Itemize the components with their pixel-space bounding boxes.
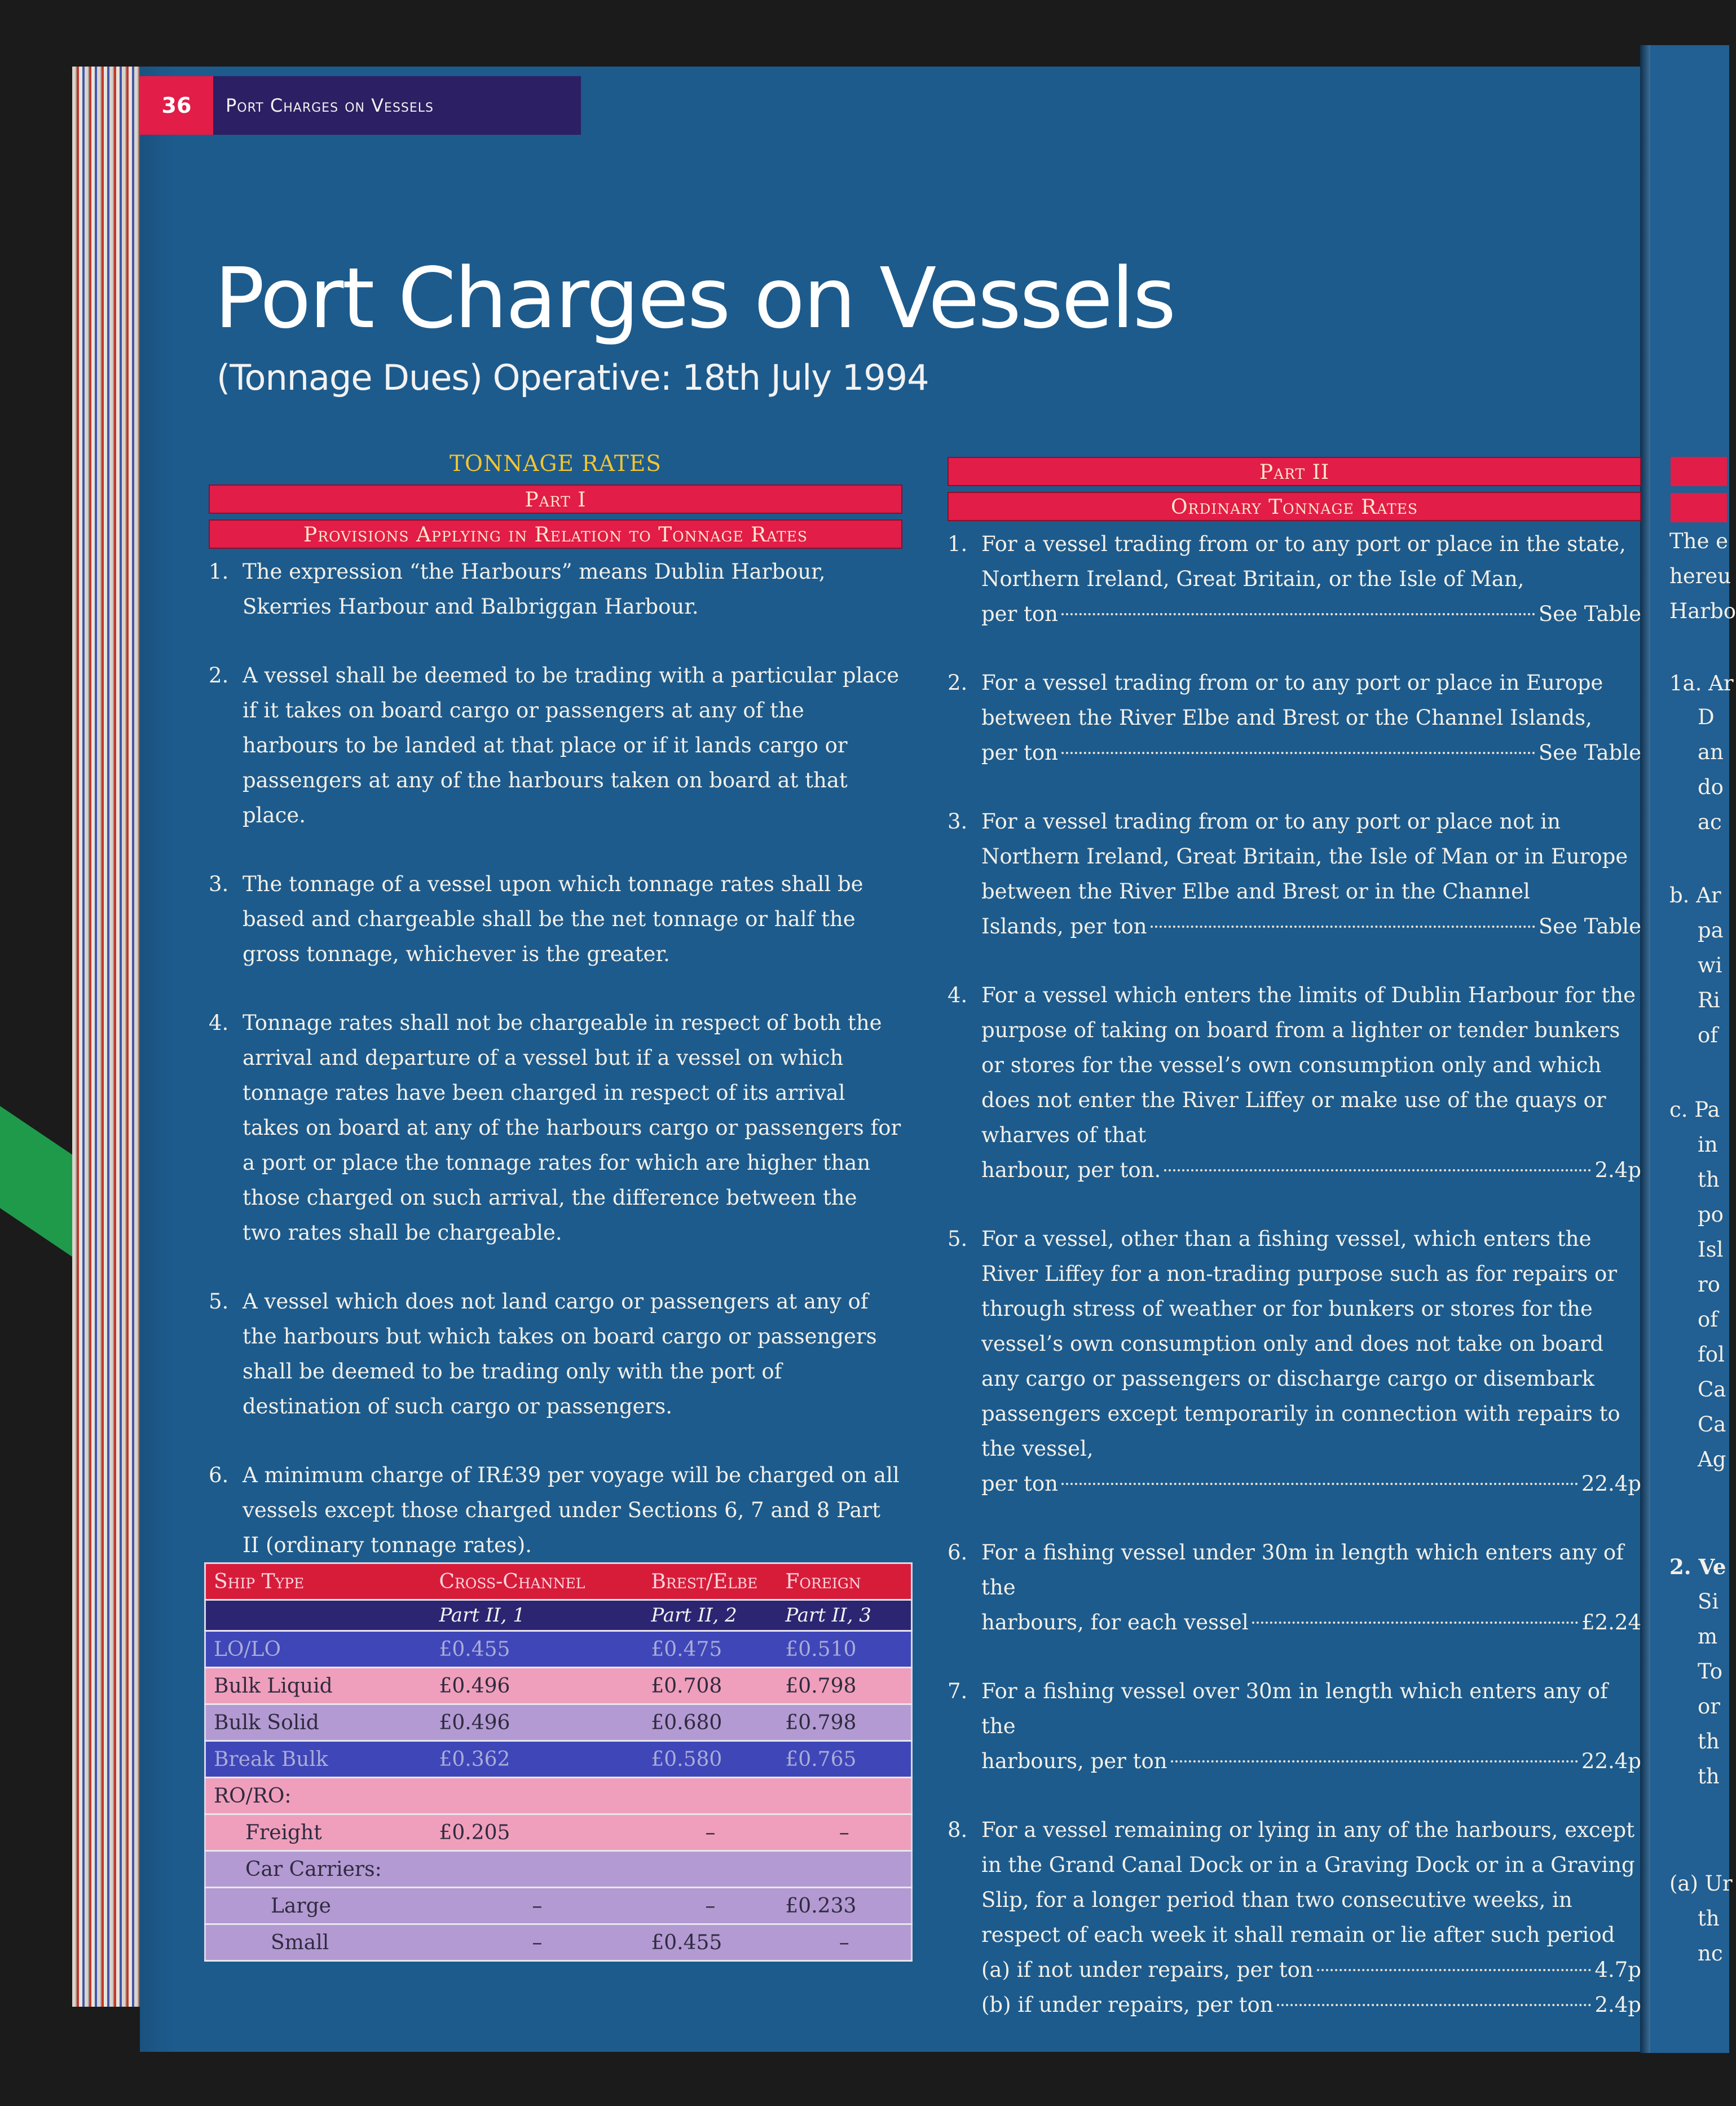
table-cell: £0.580 (643, 1741, 777, 1778)
list-item (209, 554, 902, 624)
item-number: 5. (209, 1289, 229, 1314)
table-header-ship-type: Ship Type (205, 1563, 431, 1600)
next-page-text: D (1698, 705, 1715, 729)
section-label: TONNAGE RATES (449, 451, 662, 477)
table-header-brest-elbe: Brest/Elbe (643, 1563, 777, 1600)
list-item (209, 1006, 902, 1250)
table-cell: – (777, 1814, 911, 1851)
leader-dots (1171, 1760, 1578, 1763)
rate-lead: harbours, per ton (981, 1749, 1167, 1773)
list-item (948, 1222, 1641, 1501)
table-subheader: Part II, 2 (643, 1600, 777, 1631)
next-page-text: 1a. Ar (1669, 671, 1734, 695)
rate-line (981, 735, 1641, 770)
table-cell: LO/LO (205, 1631, 431, 1668)
item-body (981, 1813, 1641, 2023)
item-body (981, 1674, 1641, 1779)
item-number: 5. (948, 1227, 968, 1251)
rate-value: 2.4p (1594, 1993, 1641, 2017)
next-page-text: pa (1698, 918, 1724, 942)
table-header-cross-channel: Cross-Channel (431, 1563, 643, 1600)
table-cell: Break Bulk (205, 1741, 431, 1778)
item-text: The tonnage of a vessel upon which tonnage rates shall be based and chargeable shall be the net tonnage or half the gross tonnage, whichever is the greater. (243, 872, 863, 966)
table-cell (431, 1851, 643, 1888)
list-item (209, 658, 902, 833)
table-cell: £0.680 (643, 1704, 777, 1741)
page-subtitle: (Tonnage Dues) Operative: 18th July 1994 (217, 357, 929, 398)
item-body (981, 666, 1641, 770)
item-body (981, 1222, 1641, 1501)
next-page-text: ro (1698, 1272, 1720, 1297)
table-cell: £0.205 (431, 1814, 643, 1851)
item-number: 2. (948, 671, 968, 695)
next-page-text: 2. Ve (1669, 1554, 1726, 1579)
next-page-text: To (1698, 1659, 1723, 1684)
item-body (981, 804, 1641, 944)
item-text: For a fishing vessel under 30m in length which enters any of the (981, 1540, 1624, 1600)
item-text: For a vessel trading from or to any port or place in the state, Northern Ireland, Great Britain, or the Isle of Man, (981, 532, 1626, 591)
rate-value: 2.4p (1594, 1158, 1641, 1182)
leader-dots (1061, 1483, 1578, 1485)
table-cell: – (431, 1924, 643, 1961)
table-cell: £0.455 (431, 1631, 643, 1668)
item-text: Tonnage rates shall not be chargeable in respect of both the arrival and departure of a vessel but if a vessel on which tonnage rates have been charged in respect of its arrival takes on board at any of the harbours cargo or passengers for a port or place the tonnage rates for which are higher than those charged on such arrival, the difference between the two rates shall be chargeable. (243, 1011, 901, 1245)
item-number: 7. (948, 1679, 968, 1703)
leader-dots (1164, 1169, 1591, 1171)
table-cell: £0.496 (431, 1704, 643, 1741)
next-page-text: in (1698, 1133, 1718, 1157)
table-row (205, 1924, 912, 1961)
table-cell (777, 1851, 911, 1888)
item-text: A vessel which does not land cargo or passengers at any of the harbours but which takes on board cargo or passengers shall be deemed to be trading only with the port of destination of such cargo or passengers. (243, 1289, 877, 1418)
item-number: 4. (948, 983, 968, 1007)
table-cell: – (643, 1814, 777, 1851)
table-header-foreign: Foreign (777, 1563, 911, 1600)
next-page-text: do (1698, 775, 1724, 799)
table-cell: £0.708 (643, 1668, 777, 1704)
rate-lead: per ton (981, 602, 1059, 626)
rate-lead: per ton (981, 741, 1059, 765)
rate-lead: (a) if not under repairs, per ton (981, 1958, 1314, 1982)
table-cell (777, 1778, 911, 1814)
next-page-text: nc (1698, 1941, 1723, 1966)
table-cell: Car Carriers: (205, 1851, 431, 1888)
item-number: 2. (209, 663, 229, 688)
list-item (948, 978, 1641, 1188)
table-cell (431, 1778, 643, 1814)
page-edges (72, 67, 151, 2007)
next-page-text: or (1698, 1694, 1720, 1719)
tonnage-rate-table (204, 1562, 913, 1962)
rate-line (981, 909, 1641, 944)
next-page-red-bar (1671, 493, 1727, 522)
table-subheader (205, 1600, 431, 1631)
table-cell: £0.475 (643, 1631, 777, 1668)
part-two-bar: Part II (948, 457, 1641, 486)
next-page-text: (a) Ur (1669, 1871, 1733, 1896)
rate-value: 22.4p (1581, 1471, 1641, 1496)
next-page-text: fol (1698, 1342, 1725, 1367)
rate-value: 22.4p (1581, 1749, 1641, 1773)
table-row (205, 1668, 912, 1704)
next-page-text: Si (1698, 1589, 1719, 1614)
right-column (948, 457, 1641, 2056)
page-number: 36 (140, 76, 213, 135)
rate-value: See Table (1538, 602, 1641, 626)
book-spine (1640, 45, 1650, 2053)
next-page-text: c. Pa (1669, 1098, 1720, 1122)
running-header (140, 76, 581, 135)
table-cell: £0.362 (431, 1741, 643, 1778)
item-body (981, 527, 1641, 632)
table-cell: Small (205, 1924, 431, 1961)
next-page-text: an (1698, 740, 1724, 764)
next-page-text: th (1698, 1729, 1720, 1753)
next-page-text: th (1698, 1167, 1720, 1192)
rate-value: See Table (1538, 741, 1641, 765)
table-cell: – (777, 1924, 911, 1961)
next-page-text: of (1698, 1023, 1718, 1047)
table-row (205, 1814, 912, 1851)
list-item (948, 1813, 1641, 2023)
table-row (205, 1704, 912, 1741)
provisions-list (209, 554, 902, 1563)
item-number: 1. (948, 532, 968, 556)
item-text: For a vessel trading from or to any port or place in Europe between the River Elbe and Brest or the Channel Islands, (981, 671, 1603, 730)
running-title: Port Charges on Vessels (226, 95, 434, 116)
item-number: 6. (209, 1463, 229, 1487)
next-page-text: Ri (1698, 988, 1720, 1012)
left-column (209, 451, 902, 1597)
leader-dots (1252, 1622, 1578, 1624)
next-page-text: Ca (1698, 1412, 1726, 1437)
table-cell: RO/RO: (205, 1778, 431, 1814)
rate-lead: harbours, for each vessel (981, 1610, 1249, 1634)
next-page-text: m (1698, 1624, 1718, 1649)
rate-value: 4.7p (1594, 1958, 1641, 1982)
next-page-text: The e (1669, 529, 1729, 553)
next-page-text: Ca (1698, 1377, 1726, 1402)
rate-value: £2.24 (1581, 1610, 1641, 1634)
list-item (948, 804, 1641, 944)
leader-dots (1277, 2004, 1592, 2006)
next-page-text: Harbo (1669, 599, 1736, 623)
rate-line (981, 597, 1641, 632)
item-text: For a vessel trading from or to any port or place not in Northern Ireland, Great Britain, the Isle of Man or in Europe between the River Elbe and Brest or in the Channel (981, 809, 1628, 904)
list-item (209, 1284, 902, 1424)
list-item (948, 1674, 1641, 1779)
leader-dots (1151, 926, 1535, 928)
leader-dots (1317, 1969, 1592, 1971)
next-page-text: ac (1698, 810, 1722, 834)
table-cell: Large (205, 1888, 431, 1924)
rate-line (981, 1605, 1641, 1640)
leader-dots (1061, 752, 1535, 754)
page-title: Port Charges on Vessels (214, 250, 1175, 347)
item-body (981, 978, 1641, 1188)
table-cell (643, 1851, 777, 1888)
item-number: 8. (948, 1818, 968, 1842)
rate-lead: harbour, per ton. (981, 1158, 1161, 1182)
rate-line (981, 1953, 1641, 1988)
next-page-text: Isl (1698, 1237, 1724, 1262)
item-text: The expression “the Harbours” means Dublin Harbour, Skerries Harbour and Balbriggan Harbour. (243, 559, 826, 619)
list-item (209, 1458, 902, 1563)
table-row (205, 1631, 912, 1668)
next-page-text: Ag (1698, 1447, 1726, 1471)
table-cell: Bulk Liquid (205, 1668, 431, 1704)
item-number: 3. (209, 872, 229, 896)
next-page-red-bar (1671, 457, 1727, 486)
next-page-text: wi (1698, 953, 1722, 977)
table-cell: £0.233 (777, 1888, 911, 1924)
table-row (205, 1741, 912, 1778)
rate-line (981, 1988, 1641, 2023)
part-one-bar: Part I (209, 484, 902, 514)
table-cell: – (431, 1888, 643, 1924)
list-item (948, 1535, 1641, 1640)
table-row (205, 1778, 912, 1814)
table-cell (643, 1778, 777, 1814)
item-number: 6. (948, 1540, 968, 1565)
rate-line (981, 1466, 1641, 1501)
item-text: For a vessel remaining or lying in any of the harbours, except in the Grand Canal Dock or in a Graving Dock or in a Graving Slip, for a longer period than two consecutive weeks, in respect of each week it shall remain or lie after such period (981, 1818, 1635, 1947)
ordinary-rates-list (948, 527, 1641, 2023)
table-cell: £0.765 (777, 1741, 911, 1778)
table-subheader: Part II, 1 (431, 1600, 643, 1631)
item-text: For a vessel, other than a fishing vessel, which enters the River Liffey for a non-trading purpose such as for repairs or through stress of weather or for bunkers or stores for the vessel’s own consumption only and does not take on board any cargo or passengers or discharge cargo or disembark passengers except temporarily in connection with repairs to the vessel, (981, 1227, 1620, 1461)
table-cell: Bulk Solid (205, 1704, 431, 1741)
rate-lead: Islands, per ton (981, 914, 1147, 939)
table-row (205, 1888, 912, 1924)
table-cell: £0.798 (777, 1668, 911, 1704)
rate-lead: (b) if under repairs, per ton (981, 1993, 1274, 2017)
list-item (948, 666, 1641, 770)
table-cell: – (643, 1888, 777, 1924)
item-text: For a fishing vessel over 30m in length which enters any of the (981, 1679, 1608, 1738)
list-item (209, 867, 902, 972)
table-cell: £0.510 (777, 1631, 911, 1668)
item-number: 4. (209, 1011, 229, 1035)
rate-line (981, 1153, 1641, 1188)
table-cell: £0.496 (431, 1668, 643, 1704)
next-page-text: po (1698, 1202, 1724, 1227)
rate-lead: per ton (981, 1471, 1059, 1496)
table-cell: £0.455 (643, 1924, 777, 1961)
table-cell: £0.798 (777, 1704, 911, 1741)
item-number: 3. (948, 809, 968, 834)
table-row (205, 1851, 912, 1888)
next-page-text: th (1698, 1906, 1720, 1931)
table-cell: Freight (205, 1814, 431, 1851)
rate-line (981, 1744, 1641, 1779)
provisions-bar: Provisions Applying in Relation to Tonnage Rates (209, 519, 902, 549)
next-page-text: of (1698, 1307, 1718, 1332)
item-text: A vessel shall be deemed to be trading with a particular place if it takes on board cargo or passengers at any of the harbours to be landed at that place or if it lands cargo or passengers at any of the harbours taken on board at that place. (243, 663, 899, 827)
next-page-text: th (1698, 1764, 1720, 1788)
table-subheader: Part II, 3 (777, 1600, 911, 1631)
next-page-text: hereu (1669, 564, 1731, 588)
item-text: For a vessel which enters the limits of Dublin Harbour for the purpose of taking on board from a lighter or tender bunkers or stores for the vessel’s own consumption only and which does not enter the River Liffey or make use of the quays or wharves of that (981, 983, 1636, 1147)
ordinary-rates-bar: Ordinary Tonnage Rates (948, 492, 1641, 521)
item-text: A minimum charge of IR£39 per voyage will be charged on all vessels except those charged under Sections 6, 7 and 8 Part II (ordinary tonnage rates). (243, 1463, 900, 1557)
list-item (948, 527, 1641, 632)
item-number: 1. (209, 559, 229, 584)
next-page-text: b. Ar (1669, 883, 1721, 907)
leader-dots (1061, 613, 1535, 615)
rate-value: See Table (1538, 914, 1641, 939)
item-body (981, 1535, 1641, 1640)
